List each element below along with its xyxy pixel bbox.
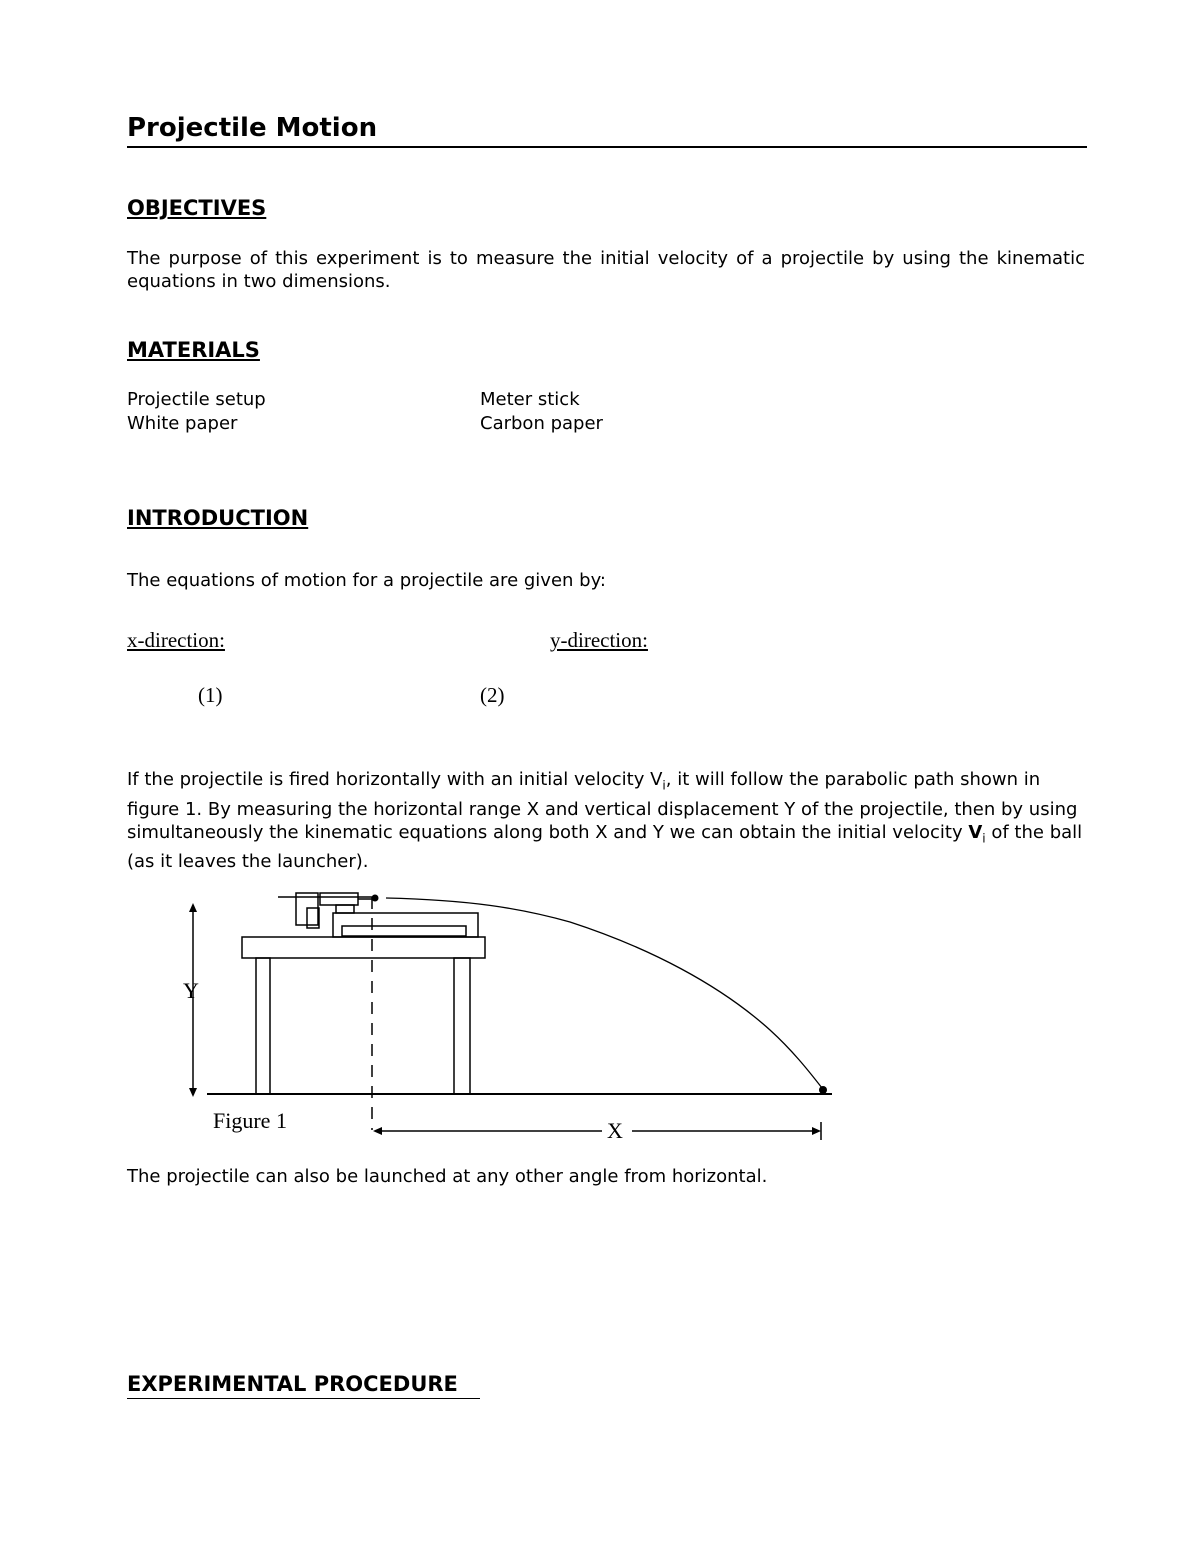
objectives-heading: OBJECTIVES — [127, 196, 267, 220]
material-item: White paper — [127, 413, 238, 434]
equation-number-1: (1) — [198, 683, 223, 707]
page-title: Projectile Motion — [127, 112, 1087, 148]
y-label: Y — [183, 978, 199, 1003]
table — [242, 937, 485, 1094]
objectives-text: The purpose of this experiment is to measure the initial velocity of a projectile by using the kinematic equations in two dimensions. — [127, 248, 1085, 292]
x-direction-label: x-direction: — [127, 628, 225, 652]
angle-line: The projectile can also be launched at any other angle from horizontal. — [127, 1166, 768, 1187]
materials-heading: MATERIALS — [127, 338, 260, 362]
x-label: X — [607, 1118, 623, 1143]
ball-start — [372, 895, 379, 902]
introduction-heading: INTRODUCTION — [127, 506, 309, 530]
material-item: Meter stick — [480, 389, 580, 410]
material-item: Carbon paper — [480, 413, 603, 434]
x-dimension-arrow — [373, 1122, 821, 1140]
intro-paragraph: If the projectile is fired horizontally with an initial velocity $V_i$, it will follow the parabolic path shown in figure 1. By measuring the horizontal range X and vertical displacement Y of the projectile, then by using simultaneously the kinematic equations along both X and Y we can obtain the initial velocity $V_i$ of the ball (as it leaves the launcher). — [127, 769, 1083, 873]
procedure-heading: EXPERIMENTAL PROCEDURE — [127, 1370, 480, 1399]
figure-caption: Figure 1 — [213, 1108, 287, 1133]
material-item: Projectile setup — [127, 389, 266, 410]
y-direction-label: y-direction: — [550, 628, 648, 652]
ball-landing — [819, 1086, 827, 1094]
equation-number-2: (2) — [480, 683, 505, 707]
intro-line: The equations of motion for a projectile are given by: — [127, 570, 606, 591]
